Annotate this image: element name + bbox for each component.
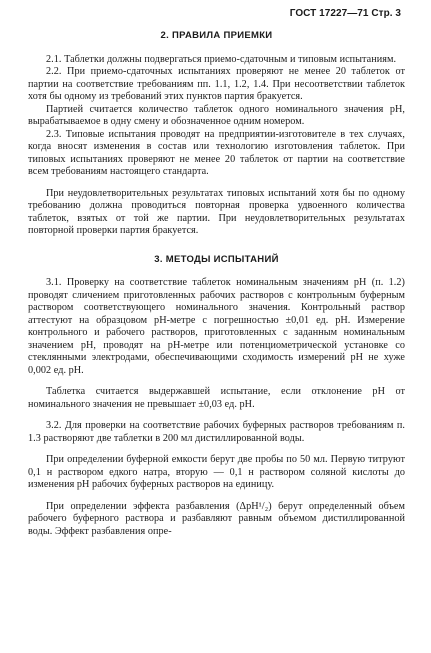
paragraph: 3.1. Проверку на соответствие таблеток номинальным значениям pH (п. 1.2) проводят сличением приготовленных рабочих растворов с контрольным буферным раствором соответствующего номинального значения. Контрольный раствор аттестуют на образцовом pH-метре с погрешностью ±0,01 ед. pH. Измерение контрольного и рабочего растворов, приготовленных с заданным номинальным значением pH, проводят на pH-метре или потенциометрической установке со стеклянными электродами, обеспечивающими сходимость измерений pH не хуже 0,002 ед. pH. xyxy=(28,277,405,376)
paragraph: 2.3. Типовые испытания проводят на предприятии-изготовителе в тех случаях, когда вносят изменения в состав или технологию изготовления таблеток. При типовых испытаниях проверяют не менее 20 таблеток от партии на соответствие всем требованиям настоящего стандарта. xyxy=(28,128,405,177)
paragraph: 3.2. Для проверки на соответствие рабочих буферных растворов требованиям п. 1.3 растворяют две таблетки в 200 мл дистиллированной воды. xyxy=(28,420,405,444)
paragraph: 2.2. При приемо-сдаточных испытаниях проверяют не менее 20 таблеток от партии на соответствие требованиям пп. 1.1, 1.2, 1.4. При несоответствии таблеток хотя бы одному из требований этих пунктов партия бракуется. xyxy=(28,66,405,102)
paragraph: При неудовлетворительных результатах типовых испытаний хотя бы по одному требованию должна проводиться повторная проверка удвоенного количества таблеток, взятых от той же партии. При неудовлетворительных результатах повторной проверки партия бракуется. xyxy=(28,187,405,236)
paragraph: Партией считается количество таблеток одного номинального значения pH, вырабатываемое в одну смену и обозначенное одним номером. xyxy=(28,103,405,127)
paragraph: 2.1. Таблетки должны подвергаться приемо-сдаточным и типовым испытаниям. xyxy=(46,53,397,65)
section-title-test-methods: 3. МЕТОДЫ ИСПЫТАНИЙ xyxy=(154,253,279,265)
section-title-acceptance: 2. ПРАВИЛА ПРИЕМКИ xyxy=(160,30,273,41)
paragraph: Таблетка считается выдержавшей испытание, если отклонение pH от номинального значения не превышает ±0,03 ед. pH. xyxy=(28,386,405,410)
standard-number: ГОСТ 17227—71 xyxy=(289,8,369,19)
page-number: Стр. 3 xyxy=(371,8,401,19)
paragraph: При определении эффекта разбавления (ΔpH¹/₂) берут определенный объем рабочего буферного раствора и разбавляют равным объемом дистиллированной воды. Эффект разбавления опре- xyxy=(28,500,405,537)
paragraph: При определении буферной емкости берут две пробы по 50 мл. Первую титруют 0,1 н раствором едкого натра, вторую — 0,1 н раствором соляной кислоты до изменения pH рабочих буферных растворов на единицу. xyxy=(28,454,405,490)
page-header xyxy=(28,8,405,30)
